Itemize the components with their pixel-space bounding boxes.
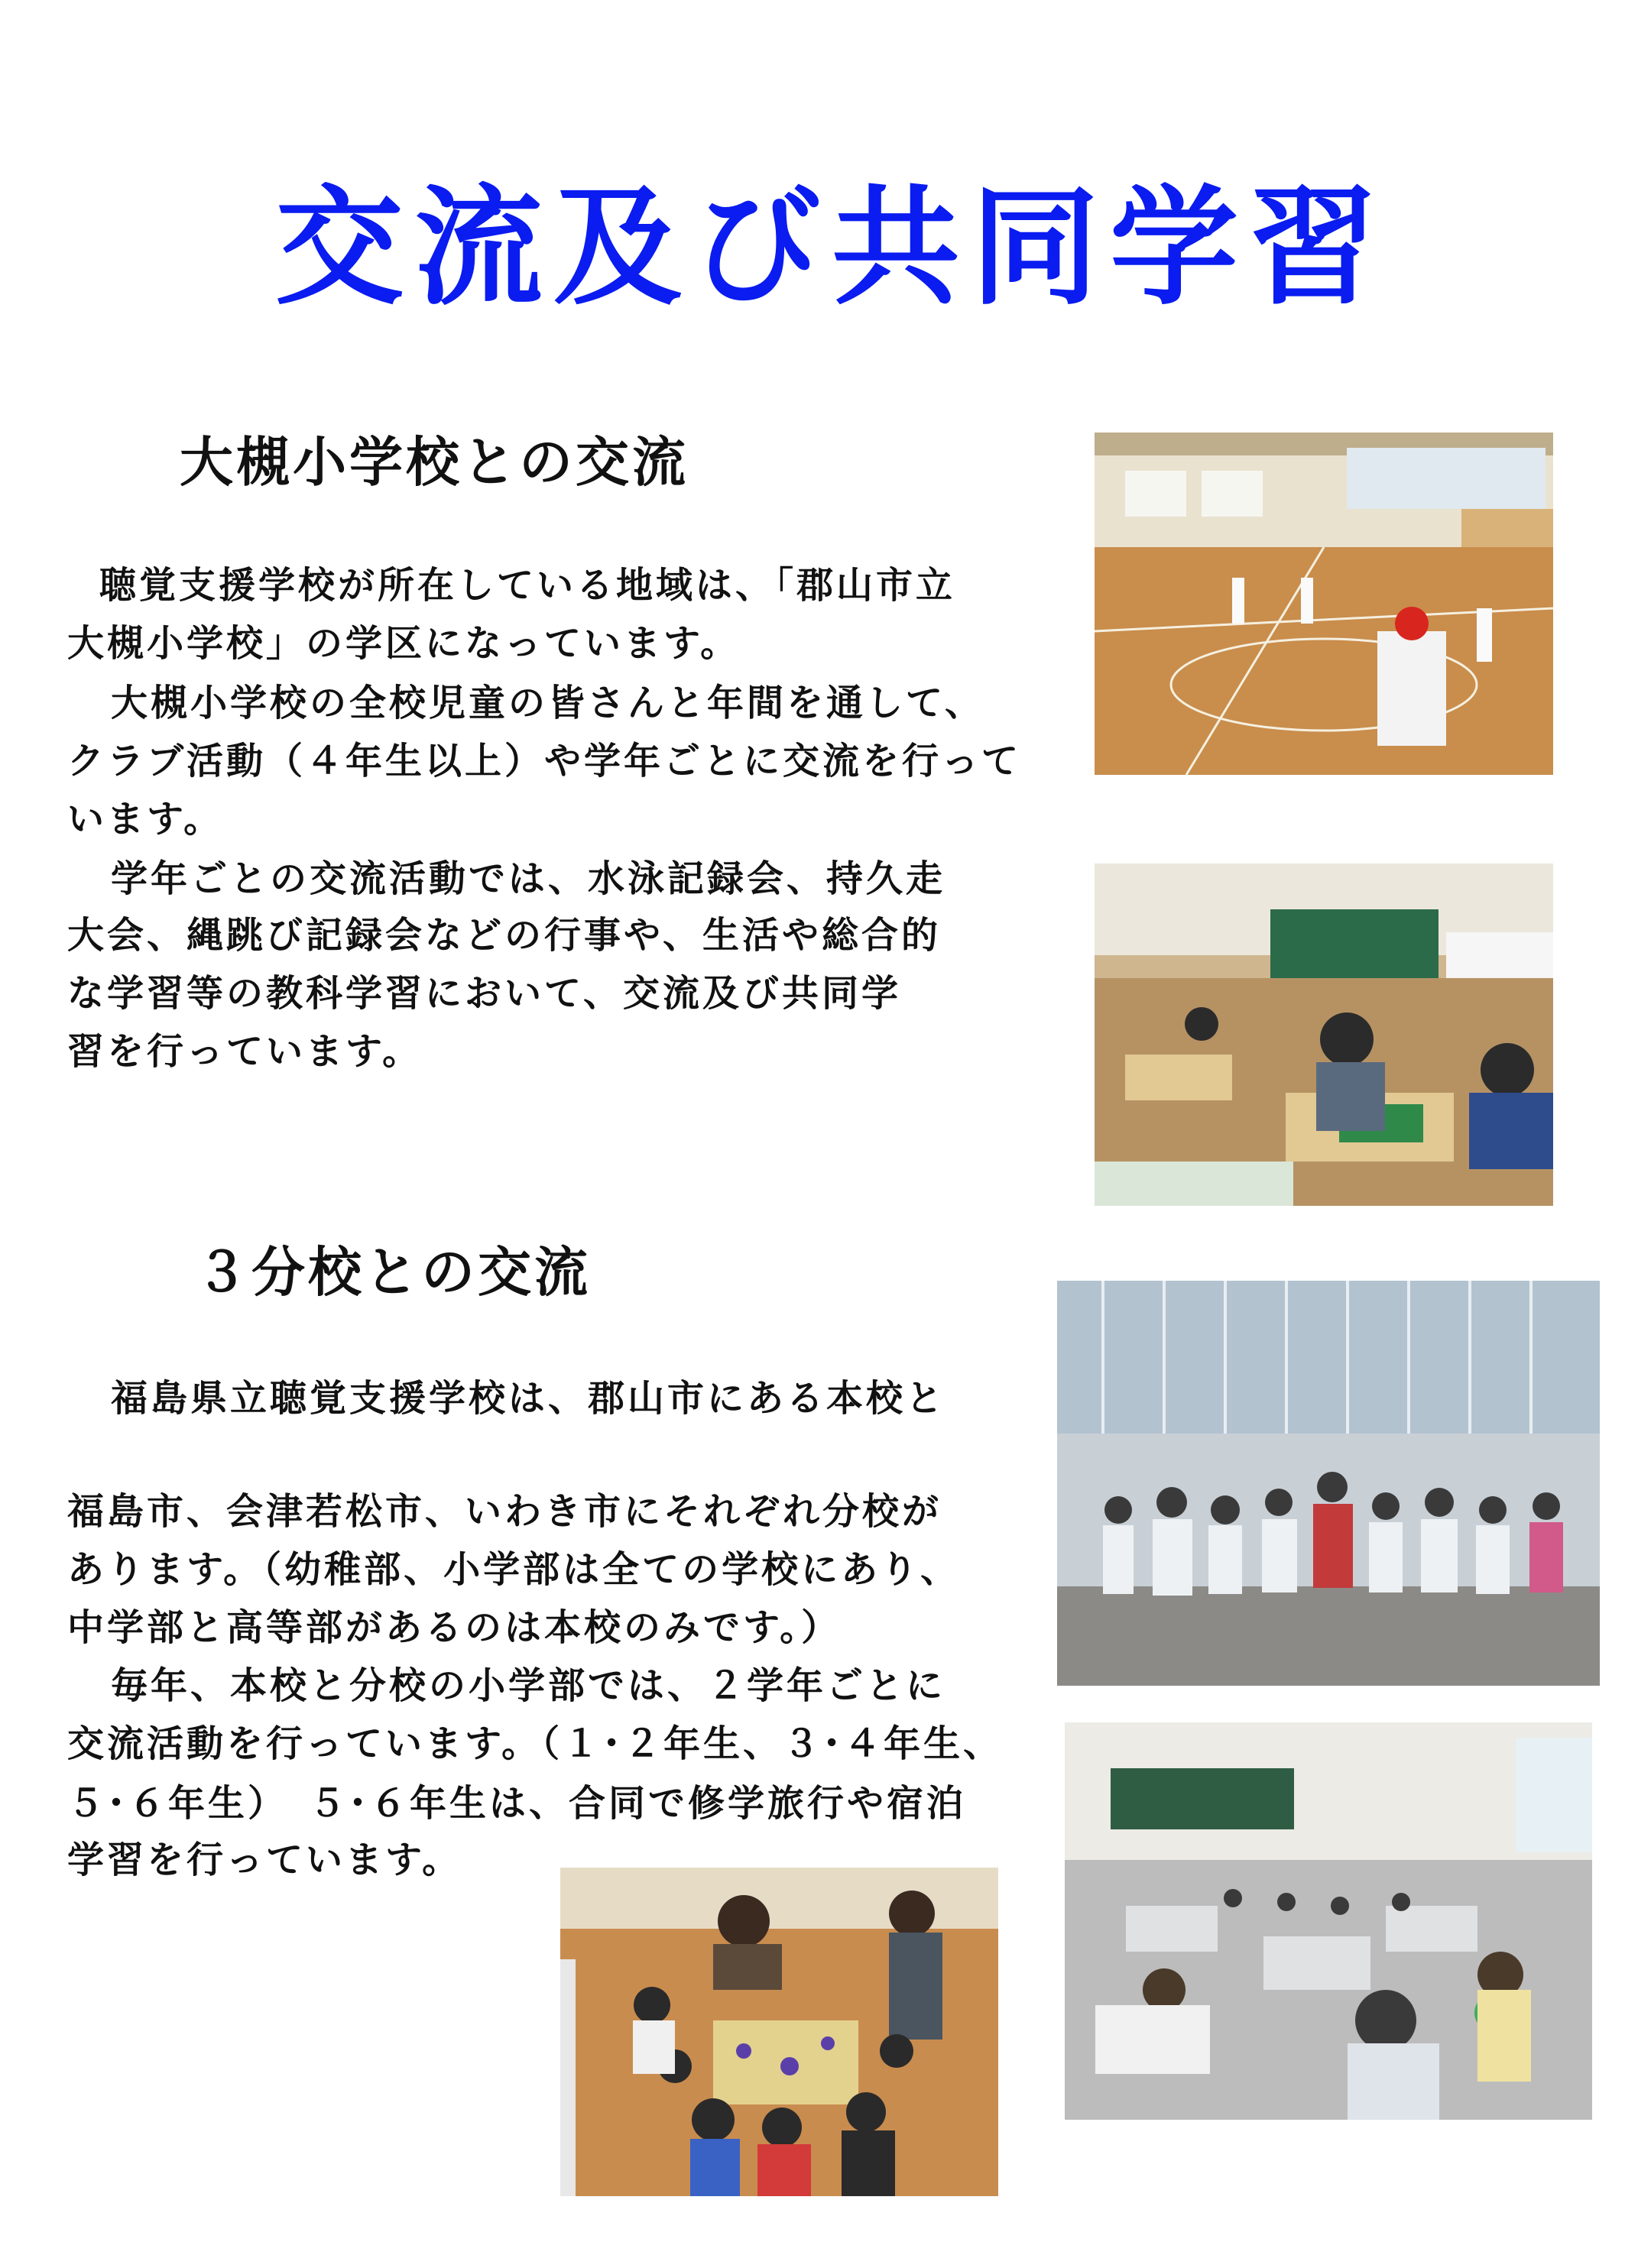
paragraph-line: 交流活動を行っています。（１･２年生、３･４年生、 (67, 1722, 1004, 1765)
paragraph-line: 毎年、本校と分校の小学部では、２学年ごとに (111, 1664, 946, 1707)
paragraph-line: 大会、縄跳び記録会などの行事や、生活や総合的 (67, 914, 942, 957)
paragraph-line: います。 (67, 798, 224, 841)
paragraph-line: 習を行っています。 (67, 1030, 423, 1073)
photo-floor-activity (560, 1868, 998, 2196)
paragraph-line: 学年ごとの交流活動では、水泳記録会、持久走 (111, 857, 946, 900)
paragraph-line: 福島県立聴覚支援学校は、郡山市にある本校と (111, 1377, 946, 1420)
paragraph-line: な学習等の教科学習において、交流及び共同学 (67, 972, 902, 1015)
paragraph-line: 中学部と高等部があるのは本校のみです。） (67, 1606, 842, 1649)
photo-group-aquarium (1057, 1281, 1600, 1686)
paragraph-line: 学習を行っています。 (67, 1839, 462, 1881)
section-heading-branch-schools: ３分校との交流 (195, 1241, 591, 1304)
photo-hall-activity (1065, 1722, 1592, 2120)
paragraph-line: 福島市、会津若松市、いわき市にそれぞれ分校が (67, 1490, 942, 1533)
paragraph-line: クラブ活動（４年生以上）や学年ごとに交流を行って (67, 740, 1022, 782)
photo-classroom (1095, 863, 1553, 1206)
paragraph-line: ５･６年生） ５･６年生は、合同で修学旅行や宿泊 (67, 1782, 967, 1825)
photo-gymnasium (1095, 433, 1553, 775)
section-heading-otsuki: 大槻小学校との交流 (180, 431, 689, 494)
paragraph-line: あります。（幼稚部、小学部は全ての学校にあり、 (67, 1548, 961, 1591)
paragraph-line: 聴覚支援学校が所在している地域は、「郡山市立 (99, 564, 956, 607)
page-title: 交流及び共同学習 (275, 173, 1388, 322)
paragraph-line: 大槻小学校」の学区になっています。 (67, 622, 741, 665)
paragraph-line: 大槻小学校の全校児童の皆さんと年間を通して、 (111, 682, 985, 724)
